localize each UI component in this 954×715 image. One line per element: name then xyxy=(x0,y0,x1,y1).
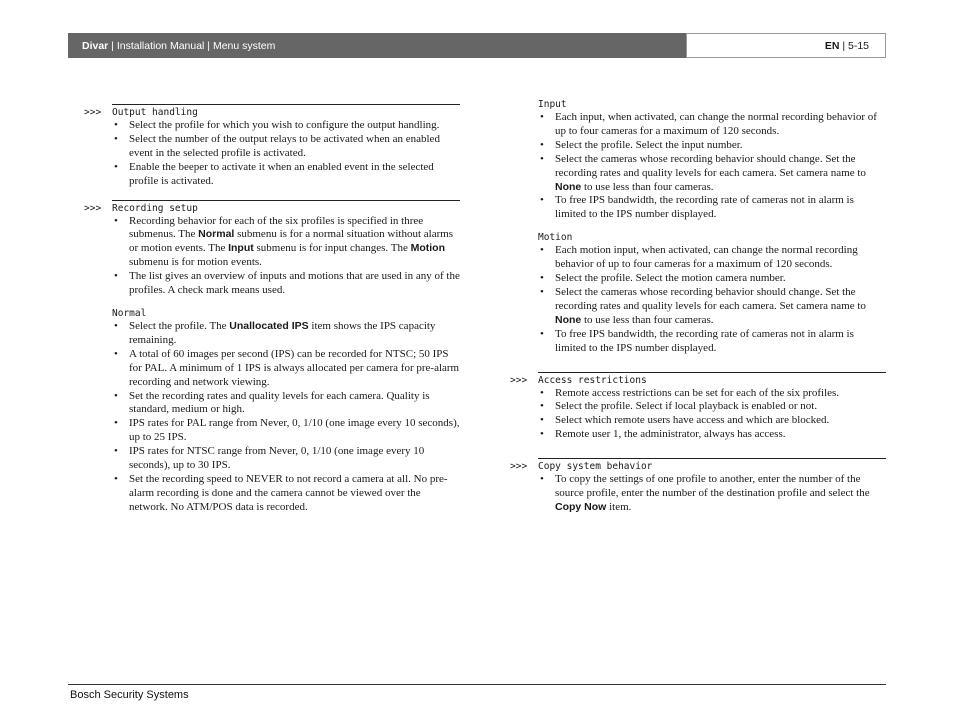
header-page-number xyxy=(686,33,886,58)
list-item xyxy=(538,153,886,195)
header-page: | 5-15 xyxy=(839,39,869,52)
section-marker: >>> xyxy=(84,202,102,214)
text-run: to use less than four cameras. xyxy=(581,180,714,193)
header-language: EN xyxy=(824,39,840,52)
keyword: None xyxy=(555,180,582,193)
section-marker: >>> xyxy=(510,374,528,386)
section-heading xyxy=(510,458,886,473)
text-run: Select the profile. The xyxy=(129,319,230,332)
text-run: to use less than four cameras. xyxy=(581,313,714,326)
text-run: Recording behavior for each of the six profiles is specified in three submenus. The xyxy=(129,214,424,241)
keyword: Input xyxy=(228,242,254,255)
copy-system-behavior-section xyxy=(510,458,886,515)
footer-rule xyxy=(68,684,886,685)
list-item: • Select the profile. Select if local playback is enabled or not. xyxy=(538,400,886,414)
text-run: submenu is for motion events. xyxy=(129,256,262,269)
section-heading xyxy=(84,104,460,119)
output-handling-section xyxy=(84,104,460,189)
list-item xyxy=(538,473,886,515)
list-item: • To free IPS bandwidth, the recording rate of cameras not in alarm is limited to the IPS number displayed. xyxy=(538,328,886,356)
bullet-list xyxy=(538,473,886,515)
section-marker: >>> xyxy=(84,107,102,118)
list-item: • Set the recording rates and quality levels for each camera. Quality is standard, medium or high. xyxy=(112,390,460,418)
list-item: • Select the profile. Select the input number. xyxy=(538,139,886,153)
section-title: Copy system behavior xyxy=(538,461,653,473)
section-heading xyxy=(84,200,460,215)
keyword: Motion xyxy=(410,242,445,255)
recording-setup-section xyxy=(84,200,460,515)
section-title: Output handling xyxy=(112,107,198,118)
list-item xyxy=(112,215,460,271)
list-item: • Remote user 1, the administrator, always has access. xyxy=(538,428,886,442)
list-item xyxy=(538,286,886,328)
bullet-list xyxy=(112,215,460,298)
text-run: submenu is for a normal situation without alarms or motion events. The xyxy=(129,228,454,255)
page-header xyxy=(68,33,686,58)
bullet-list xyxy=(538,244,886,355)
right-column xyxy=(510,98,886,515)
list-item: • Select the number of the output relays to be activated when an enabled event in the selected profile is activated. xyxy=(112,133,460,161)
text-run: item shows the IPS capacity remaining. xyxy=(129,319,436,346)
list-item: • Select the profile for which you wish to configure the output handling. xyxy=(112,119,460,133)
keyword: Unallocated IPS xyxy=(229,319,309,332)
text-run: item. xyxy=(606,500,632,513)
list-item: • The list gives an overview of inputs and motions that are used in any of the profiles. A check mark means used. xyxy=(112,270,460,298)
section-title: Recording setup xyxy=(112,202,198,214)
bullet-list xyxy=(538,387,886,443)
footer-company: Bosch Security Systems xyxy=(70,689,189,701)
list-item: • Select which remote users have access and which are blocked. xyxy=(538,414,886,428)
header-product: Divar xyxy=(82,39,109,52)
list-item: • Set the recording speed to NEVER to not record a camera at all. No pre-alarm recording is done and the camera cannot be viewed over the network. No ATM/POS data is recorded. xyxy=(112,473,460,515)
list-item: • Select the profile. Select the motion camera number. xyxy=(538,272,886,286)
header-title: | Installation Manual | Menu system xyxy=(108,39,276,52)
section-heading xyxy=(510,372,886,387)
section-title: Access restrictions xyxy=(538,374,647,386)
text-run: To copy the settings of one profile to another, enter the number of the source profile, enter the number of the destination profile and select the xyxy=(555,473,870,500)
access-restrictions-section xyxy=(510,372,886,443)
text-run: submenu is for input changes. The xyxy=(253,242,411,255)
list-item: • IPS rates for PAL range from Never, 0, 1/10 (one image every 10 seconds), up to 25 IPS. xyxy=(112,417,460,445)
text-run: Select the cameras whose recording behavior should change. Set the recording rates and quality levels for each camera. Set camera name to xyxy=(555,152,866,179)
input-subheading: Input xyxy=(538,99,567,110)
list-item: • To free IPS bandwidth, the recording rate of cameras not in alarm is limited to the IPS number displayed. xyxy=(538,194,886,222)
text-run: Select the cameras whose recording behavior should change. Set the recording rates and quality levels for each camera. Set camera name to xyxy=(555,285,866,312)
list-item: • IPS rates for NTSC range from Never, 0, 1/10 (one image every 10 seconds), up to 30 IPS. xyxy=(112,445,460,473)
keyword: Normal xyxy=(198,228,235,241)
list-item xyxy=(112,320,460,348)
list-item: • Enable the beeper to activate it when an enabled event in the selected profile is activated. xyxy=(112,161,460,189)
motion-subheading: Motion xyxy=(538,232,573,244)
list-item: • Each motion input, when activated, can change the normal recording behavior of up to four cameras for a maximum of 120 seconds. xyxy=(538,244,886,272)
list-item: • Remote access restrictions can be set for each of the six profiles. xyxy=(538,387,886,401)
list-item: • Each input, when activated, can change the normal recording behavior of up to four cameras for a maximum of 120 seconds. xyxy=(538,111,886,139)
normal-subheading: Normal xyxy=(112,307,147,319)
bullet-list xyxy=(112,119,460,189)
keyword: Copy Now xyxy=(555,500,607,513)
left-column xyxy=(84,104,460,515)
bullet-list xyxy=(538,111,886,222)
bullet-list xyxy=(112,320,460,515)
list-item: • A total of 60 images per second (IPS) can be recorded for NTSC; 50 IPS for PAL. A minimum of 1 IPS is always allocated per camera for pre-alarm recording and network viewing. xyxy=(112,348,460,390)
keyword: None xyxy=(555,313,582,326)
section-marker: >>> xyxy=(510,461,528,473)
